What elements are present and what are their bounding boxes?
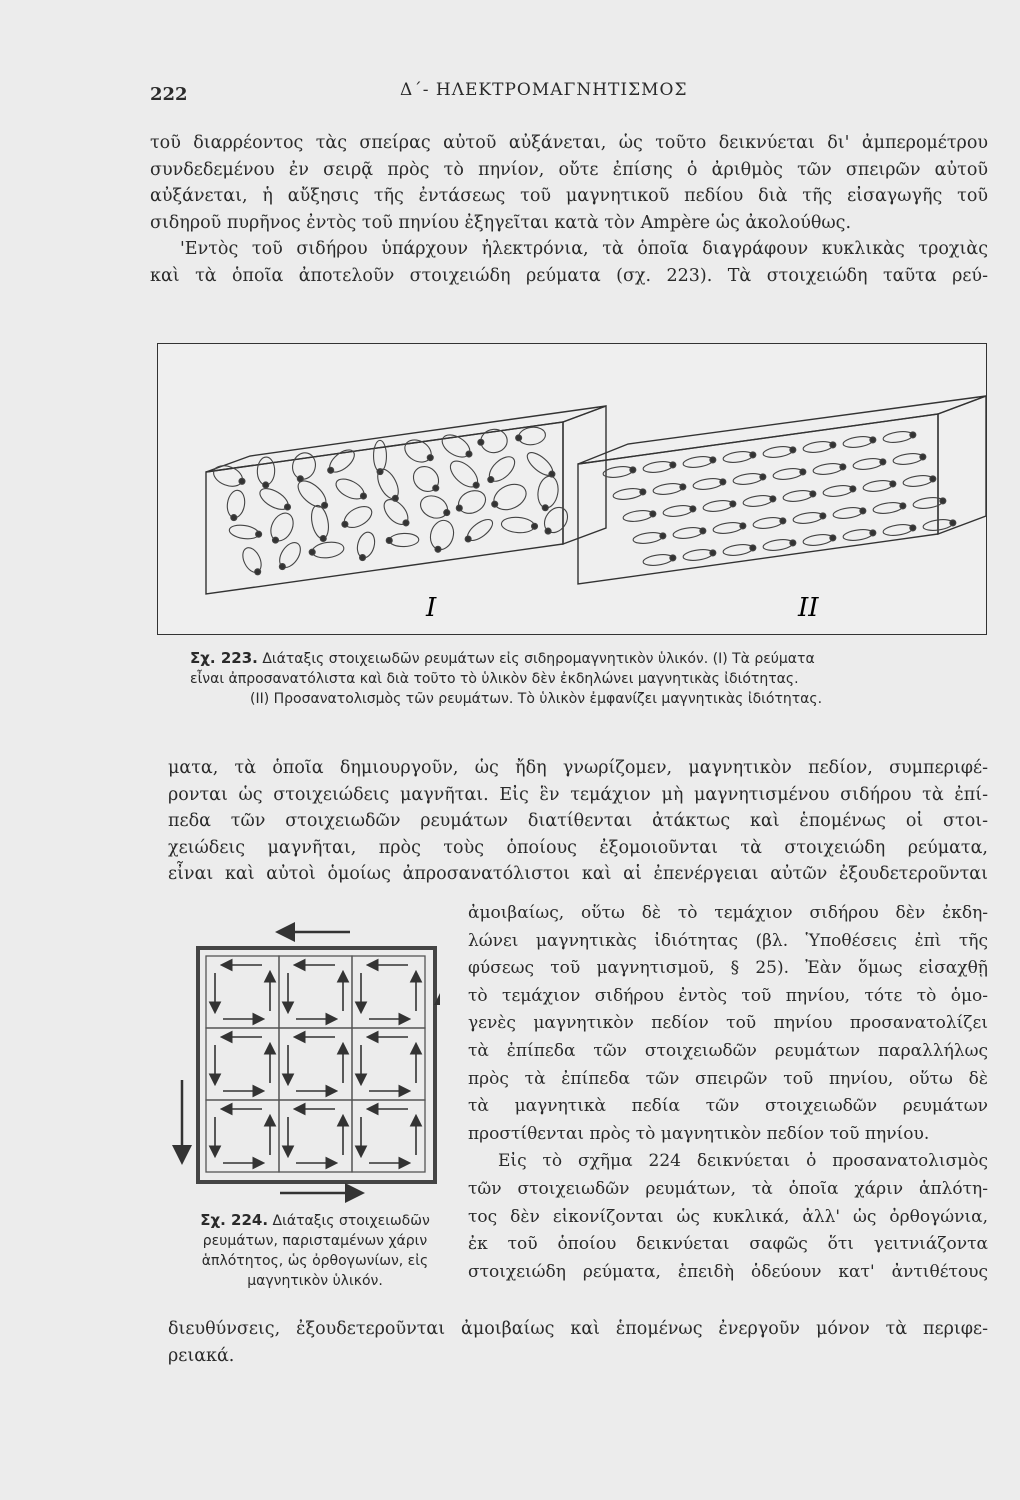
text-line: γενὲς μαγνητικὸν πεδίον τοῦ πηνίου προσανατολίζει bbox=[468, 1013, 988, 1034]
electron-dot bbox=[465, 536, 471, 542]
cell bbox=[279, 1028, 352, 1100]
current-loop bbox=[672, 526, 703, 540]
electron-dot bbox=[309, 549, 315, 555]
unoriented-loops bbox=[211, 426, 573, 576]
electron-dot bbox=[680, 484, 686, 490]
cell bbox=[352, 956, 425, 1028]
current-loop bbox=[517, 426, 546, 447]
electron-dot bbox=[488, 477, 494, 483]
current-loop bbox=[536, 475, 561, 510]
electron-dot bbox=[545, 528, 551, 534]
electron-dot bbox=[427, 455, 433, 461]
electron-dot bbox=[255, 569, 261, 575]
text-line: συνδεδεμένου ἐν σειρᾷ πρὸς τὸ πηνίον, οὔτε ἐπίσης ὁ ἀριθμὸς τῶν σπειρῶν αὐτοῦ bbox=[150, 159, 988, 180]
electron-dot bbox=[730, 501, 736, 507]
electron-dot bbox=[910, 525, 916, 531]
electron-dot bbox=[640, 489, 646, 495]
caption-line: Διάταξις στοιχειωδῶν bbox=[272, 1213, 430, 1229]
page-number: 222 bbox=[150, 84, 188, 105]
electron-dot bbox=[360, 555, 366, 561]
electron-dot bbox=[700, 528, 706, 534]
block-i-top bbox=[206, 406, 606, 472]
current-loop bbox=[642, 460, 673, 474]
electron-dot bbox=[910, 432, 916, 438]
right-column-text bbox=[468, 900, 988, 1286]
cell bbox=[352, 1100, 425, 1172]
current-loop bbox=[455, 486, 490, 517]
electron-dot bbox=[473, 482, 479, 488]
current-loop bbox=[852, 457, 883, 471]
current-loop bbox=[702, 499, 733, 513]
text-line: τῶν στοιχειωδῶν ρευμάτων, τὰ ὁποῖα χάριν ἁπλότη- bbox=[468, 1178, 988, 1199]
current-loop bbox=[373, 440, 386, 471]
current-loop bbox=[762, 538, 793, 552]
electron-dot bbox=[750, 545, 756, 551]
current-loop bbox=[692, 477, 723, 491]
current-loop bbox=[882, 430, 913, 444]
current-loop bbox=[662, 504, 693, 518]
cell bbox=[279, 956, 352, 1028]
text-line: διευθύνσεις, ἐξουδετεροῦνται ἀμοιβαίως καὶ ἑπομένως ἐνεργοῦν μόνον τὰ περιφε- bbox=[168, 1319, 988, 1339]
electron-dot bbox=[710, 457, 716, 463]
text-line: ρειακά. bbox=[168, 1345, 235, 1366]
current-loop bbox=[408, 461, 443, 496]
current-loop bbox=[427, 518, 457, 553]
current-loop bbox=[882, 523, 913, 537]
current-loop bbox=[752, 516, 783, 530]
current-loop bbox=[355, 530, 378, 559]
electron-dot bbox=[750, 452, 756, 458]
figure-223 bbox=[157, 343, 987, 635]
current-loop bbox=[822, 484, 853, 498]
current-loop bbox=[712, 521, 743, 535]
electron-dot bbox=[770, 496, 776, 502]
electron-dot bbox=[870, 437, 876, 443]
current-loop bbox=[225, 489, 246, 519]
figure-223-caption bbox=[190, 648, 822, 709]
current-loop bbox=[632, 531, 663, 545]
electron-dot bbox=[466, 451, 472, 457]
electron-dot bbox=[650, 511, 656, 517]
electron-dot bbox=[435, 546, 441, 552]
text-line: στοιχειώδη ρεύματα, ἐπειδὴ ὁδεύουν κατ' ἀντιθέτους bbox=[468, 1261, 988, 1282]
electron-dot bbox=[516, 435, 522, 441]
block-i-side bbox=[563, 406, 606, 544]
electron-dot bbox=[328, 467, 334, 473]
electron-dot bbox=[710, 550, 716, 556]
text-line: πρὸς τὰ ἐπίπεδα τῶν σπειρῶν τοῦ πηνίου, οὕτω δὲ bbox=[468, 1068, 988, 1089]
current-loop bbox=[732, 472, 763, 486]
text-line: αὐξάνεται, ἡ αὔξησις τῆς ἐντάσεως τοῦ μαγνητικοῦ πεδίου διὰ τῆς εἰσαγωγῆς τοῦ bbox=[150, 186, 988, 206]
caption-line: (II) Προσανατολισμὸς τῶν ρευμάτων. Τὸ ὑλικὸν ἐμφανίζει μαγνητικὰς ἰδιότητας. bbox=[250, 691, 823, 707]
text-line: τος δὲν εἰκονίζονται ὡς κυκλικά, ἀλλ' ὡς ὀρθογώνια, bbox=[468, 1206, 988, 1227]
electron-dot bbox=[263, 482, 269, 488]
electron-dot bbox=[532, 523, 538, 529]
electron-dot bbox=[840, 464, 846, 470]
text-line: Εἰς τὸ σχῆμα 224 δεικνύεται ὁ προσανατολισμὸς bbox=[498, 1151, 988, 1172]
current-loop bbox=[842, 435, 873, 449]
current-loop bbox=[612, 487, 643, 501]
electron-dot bbox=[456, 505, 462, 511]
block-ii-top bbox=[578, 396, 986, 464]
electron-dot bbox=[660, 533, 666, 539]
electron-dot bbox=[810, 491, 816, 497]
figure-224-drawing bbox=[170, 920, 440, 1205]
text-line: ἀμοιβαίως, οὕτω δὲ τὸ τεμάχιον σιδήρου δὲν ἐκδη- bbox=[468, 903, 988, 923]
electron-dot bbox=[272, 537, 278, 543]
cell bbox=[206, 956, 279, 1028]
text-line: καὶ τὰ ὁποῖα ἀποτελοῦν στοιχειώδη ρεύματα (σχ. 223). Τὰ στοιχειώδη ταῦτα ρεύ- bbox=[150, 265, 988, 286]
caption-number: Σχ. 224. bbox=[200, 1211, 269, 1229]
caption-line: εἶναι ἀπροσανατόλιστα καὶ διὰ τοῦτο τὸ ὑλικὸν δὲν ἐκδηλώνει μαγνητικὰς ἰδιότητας. bbox=[190, 671, 799, 687]
electron-dot bbox=[386, 537, 392, 543]
text-line: φύσεως τοῦ μαγνητισμοῦ, § 25). Ἐὰν ὅμως εἰσαχθῇ bbox=[468, 958, 988, 979]
electron-dot bbox=[800, 469, 806, 475]
text-line: ἐκ τοῦ ὁποίου δεικνύεται σαφῶς ὅτι γειτνιάζοντα bbox=[468, 1234, 988, 1255]
electron-dot bbox=[630, 467, 636, 473]
electron-dot bbox=[720, 479, 726, 485]
electron-dot bbox=[850, 486, 856, 492]
electron-dot bbox=[920, 454, 926, 460]
text-line: τὰ ἐπίπεδα τῶν στοιχειωδῶν ρευμάτων παραλλήλως bbox=[468, 1040, 988, 1061]
electron-dot bbox=[670, 555, 676, 561]
electron-dot bbox=[478, 439, 484, 445]
electron-dot bbox=[760, 474, 766, 480]
electron-dot bbox=[342, 521, 348, 527]
current-loop bbox=[722, 543, 753, 557]
current-loop bbox=[902, 474, 933, 488]
electron-dot bbox=[433, 485, 439, 491]
current-loop bbox=[772, 467, 803, 481]
current-loop bbox=[802, 440, 833, 454]
intro-paragraph bbox=[150, 130, 988, 289]
current-loop bbox=[257, 457, 275, 485]
cell bbox=[206, 1028, 279, 1100]
closing-paragraph bbox=[168, 1316, 988, 1369]
text-line: τὸ τεμάχιον σιδήρου ἐντὸς τοῦ πηνίου, τότε τὸ ὁμο- bbox=[468, 985, 988, 1006]
current-loop bbox=[742, 494, 773, 508]
electron-dot bbox=[870, 530, 876, 536]
outer-frame bbox=[198, 948, 435, 1182]
label-ii: II bbox=[798, 593, 819, 623]
electron-dot bbox=[790, 447, 796, 453]
figure-224 bbox=[170, 920, 440, 1205]
electron-dot bbox=[403, 520, 409, 526]
current-loop bbox=[782, 489, 813, 503]
current-loop bbox=[832, 506, 863, 520]
text-line: σιδηροῦ πυρῆνος ἐντὸς τοῦ πηνίου ἐξηγεῖται κατὰ τὸν Ampère ὡς ἀκολούθως. bbox=[150, 212, 852, 233]
current-loop bbox=[652, 482, 683, 496]
current-loop bbox=[501, 516, 535, 534]
running-header: Δ΄- ΗΛΕΚΤΡΟΜΑΓΝΗΤΙΣΜΟΣ bbox=[400, 80, 688, 100]
caption-line: ἁπλότητος, ὡς ὀρθογωνίων, εἰς bbox=[201, 1253, 429, 1269]
electron-dot bbox=[830, 442, 836, 448]
current-loop bbox=[682, 455, 713, 469]
text-line: χειώδεις μαγνῆται, πρὸς τοὺς ὁποίους ἐξομοιοῦνται τὰ στοιχειώδη ρεύματα, bbox=[168, 837, 988, 858]
label-i: I bbox=[426, 593, 437, 623]
electron-dot bbox=[284, 504, 290, 510]
cell bbox=[279, 1100, 352, 1172]
current-loop bbox=[266, 509, 297, 544]
text-line: ματα, τὰ ὁποῖα δημιουργοῦν, ὡς ἤδη γνωρίζομεν, μαγνητικὸν πεδίον, συμπεριφέ- bbox=[168, 758, 988, 778]
electron-dot bbox=[256, 531, 262, 537]
text-line: λώνει μαγνητικὰς ἰδιότητας (βλ. Ὑποθέσεις ἐπὶ τῆς bbox=[468, 930, 988, 951]
current-loop bbox=[389, 533, 419, 547]
electron-dot bbox=[492, 501, 498, 507]
text-line: ρονται ὡς στοιχειώδεις μαγνῆται. Εἰς ἓν τεμάχιον μὴ μαγνητισμένου σιδήρου τὰ ἐπί- bbox=[168, 784, 988, 805]
caption-number: Σχ. 223. bbox=[190, 649, 258, 667]
current-loop bbox=[417, 492, 451, 522]
body-paragraph bbox=[168, 755, 988, 888]
current-loop bbox=[892, 452, 923, 466]
current-loop bbox=[792, 511, 823, 525]
electron-dot bbox=[740, 523, 746, 529]
text-line: εἶναι καὶ αὐτοὶ ὁμοίως ἀπροσανατόλιστοι καὶ αἱ ἐπενέργειαι αὐτῶν ἐξουδετεροῦνται bbox=[168, 864, 988, 884]
text-line: τὰ μαγνητικὰ πεδία τῶν στοιχειωδῶν ρευμάτων bbox=[468, 1096, 988, 1117]
text-line: 'Εντὸς τοῦ σιδήρου ὑπάρχουν ἠλεκτρόνια, τὰ ὁποῖα διαγράφουν κυκλικὰς τροχιὰς bbox=[180, 239, 988, 259]
figure-224-caption bbox=[165, 1210, 465, 1291]
text-line: πεδα τῶν στοιχειωδῶν ρευμάτων διατίθενται ἀτάκτως καὶ ἑπομένως οἱ στοι- bbox=[168, 811, 988, 831]
block-ii-side bbox=[938, 396, 986, 534]
caption-line: ρευμάτων, παρισταμένων χάριν bbox=[202, 1233, 428, 1249]
electron-dot bbox=[900, 503, 906, 509]
electron-dot bbox=[444, 510, 450, 516]
current-loop bbox=[682, 548, 713, 562]
text-line: τοῦ διαρρέοντος τὰς σπείρας αὐτοῦ αὐξάνεται, ὡς τοῦτο δεικνύεται δι' ἀμπερομέτρου bbox=[150, 133, 988, 153]
electron-dot bbox=[322, 502, 328, 508]
electron-dot bbox=[279, 564, 285, 570]
current-loop bbox=[642, 553, 673, 567]
current-loop bbox=[872, 501, 903, 515]
current-loop bbox=[762, 445, 793, 459]
figure-223-drawing bbox=[158, 344, 986, 634]
electron-dot bbox=[231, 515, 237, 521]
electron-dot bbox=[860, 508, 866, 514]
electron-dot bbox=[670, 462, 676, 468]
cell bbox=[206, 1100, 279, 1172]
oriented-loops bbox=[602, 430, 955, 567]
electron-dot bbox=[542, 505, 548, 511]
current-loop bbox=[309, 504, 331, 540]
electron-dot bbox=[320, 536, 326, 542]
current-loop bbox=[311, 540, 345, 559]
current-loop bbox=[490, 479, 530, 514]
electron-dot bbox=[690, 506, 696, 512]
current-loop bbox=[622, 509, 653, 523]
caption-line: μαγνητικὸν ὑλικόν. bbox=[247, 1273, 383, 1289]
caption-line: Διάταξις στοιχειωδῶν ρευμάτων εἰς σιδηρομαγνητικὸν ὑλικόν. (I) Τὰ ρεύματα bbox=[262, 651, 815, 667]
electron-dot bbox=[940, 498, 946, 504]
electron-dot bbox=[950, 520, 956, 526]
electron-dot bbox=[780, 518, 786, 524]
text-line: προστίθενται πρὸς τὸ μαγνητικὸν πεδίον τοῦ πηνίου. bbox=[468, 1123, 930, 1144]
current-loop bbox=[602, 465, 633, 479]
current-loop bbox=[722, 450, 753, 464]
current-loop bbox=[862, 479, 893, 493]
current-loop bbox=[211, 462, 246, 490]
electron-dot bbox=[820, 513, 826, 519]
electron-dot bbox=[880, 459, 886, 465]
cell bbox=[352, 1028, 425, 1100]
current-loop bbox=[228, 523, 259, 540]
current-loop bbox=[842, 528, 873, 542]
electron-dot bbox=[360, 493, 366, 499]
electron-dot bbox=[930, 476, 936, 482]
current-loop bbox=[289, 450, 318, 482]
electron-dot bbox=[790, 540, 796, 546]
electron-dot bbox=[830, 535, 836, 541]
current-loop bbox=[912, 496, 943, 510]
electron-dot bbox=[239, 478, 245, 484]
electron-dot bbox=[890, 481, 896, 487]
current-loop bbox=[802, 533, 833, 547]
current-loop bbox=[812, 462, 843, 476]
